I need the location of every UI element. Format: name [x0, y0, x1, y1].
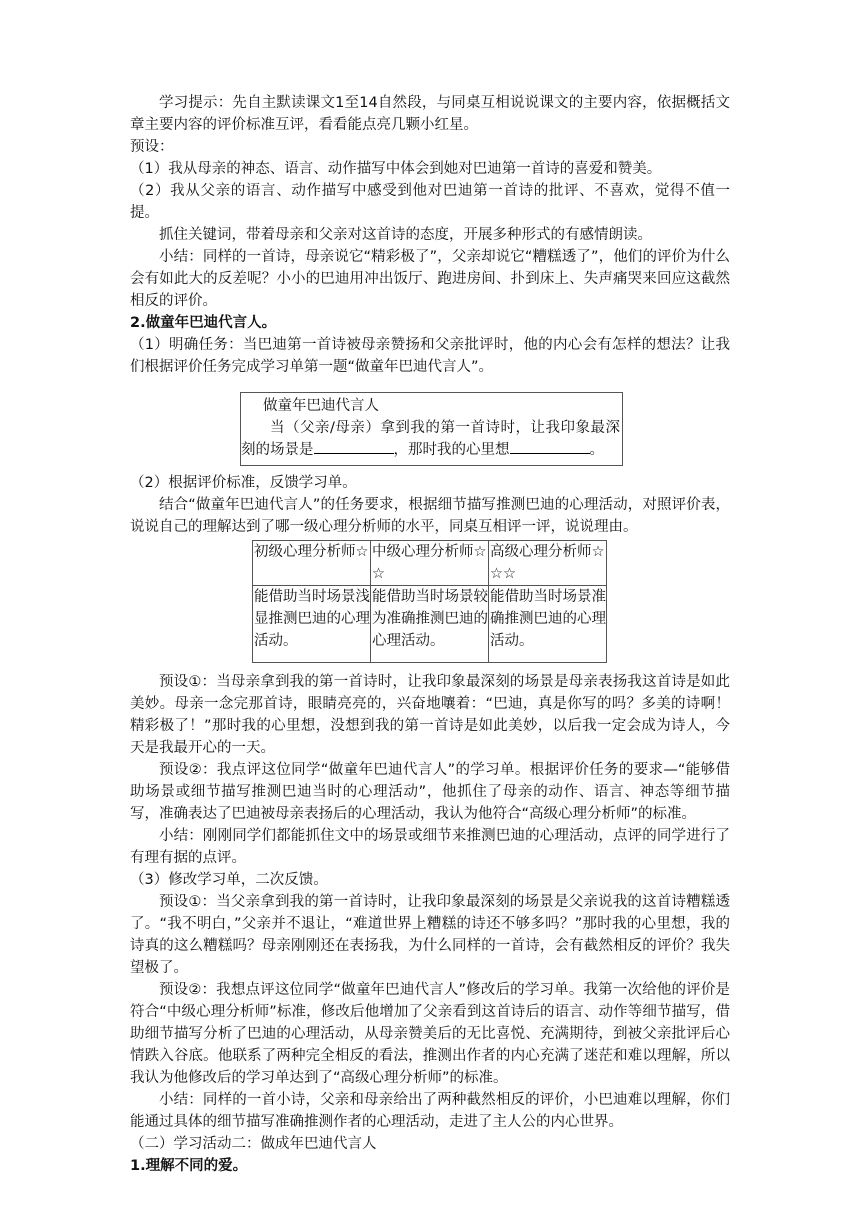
worksheet-line-3: 。	[589, 442, 604, 458]
task-step-2: （2）根据评价标准，反馈学习单。	[130, 475, 357, 491]
worksheet-line-1: 当（父亲/母亲）拿到我的第一首诗时，让我印象最深刻的场景是	[241, 420, 620, 458]
evaluation-table	[252, 540, 607, 663]
table-header-cell: 中级心理分析师☆☆	[371, 541, 489, 586]
worksheet-line-2: ，那时我的心里想	[393, 442, 510, 458]
worksheet-card	[240, 392, 623, 466]
document-page	[130, 92, 730, 1177]
preset-answer-4: 预设②：我想点评这位同学“做童年巴迪代言人”修改后的学习单。我第一次给他的评价是符合“中级心理分析师”标准，修改后他增加了父亲看到这首诗后的语言、动作等细节描写，借助细节描写分析了巴迪的心理活动，从母亲赞美后的无比喜悦、充满期待，到被父亲批评后心情跌入谷底。他联系了两种完全相反的看法，推测出作者的内心充满了迷茫和难以理解，所以我认为他修改后的学习单达到了“高级心理分析师”的标准。	[130, 982, 730, 1086]
preset-label: 预设：	[130, 139, 174, 155]
worksheet-title: 做童年巴迪代言人	[263, 398, 379, 414]
preset-answer-3: 预设①：当父亲拿到我的第一首诗时，让我印象最深刻的场景是父亲说我的这首诗糟糕透了。“我不明白，”父亲并不退让，“难道世界上糟糕的诗还不够多吗？”那时我的心里想，我的诗真的这么糟糕吗？母亲刚刚还在表扬我，为什么同样的一首诗，会有截然相反的评价？我失望极了。	[130, 894, 730, 976]
answer-blank-2[interactable]	[510, 439, 590, 454]
preset-item-2: （2）我从父亲的语言、动作描写中感受到他对巴迪第一首诗的批评、不喜欢，觉得不值一提。	[130, 183, 730, 221]
preset-answer-1: 预设①：当母亲拿到我的第一首诗时，让我印象最深刻的场景是母亲表扬我这首诗是如此美妙。母亲一念完那首诗，眼睛亮亮的，兴奋地嚷着：“巴迪，真是你写的吗？多美的诗啊！精彩极了！”那时我的心里想，没想到我的第一首诗是如此美妙，以后我一定会成为诗人，今天是我最开心的一天。	[130, 674, 730, 756]
summary-1: 小结：同样的一首诗，母亲说它“精彩极了”，父亲却说它“糟糕透了”，他们的评价为什么会有如此大的反差呢？小小的巴迪用冲出饭厅、跑进房间、扑到床上、失声痛哭来回应这截然相反的评价。	[130, 249, 730, 309]
task-step-3: （3）修改学习单，二次反馈。	[130, 872, 328, 888]
task-step-2-detail: 结合“做童年巴迪代言人”的任务要求，根据细节描写推测巴迪的心理活动，对照评价表，说说自己的理解达到了哪一级心理分析师的水平，同桌互相评一评，说说理由。	[130, 497, 730, 535]
table-header-cell: 高级心理分析师☆☆☆	[489, 541, 607, 586]
activity-2-heading: （二）学习活动二：做成年巴迪代言人	[130, 1136, 377, 1152]
worksheet-body	[241, 417, 620, 461]
task-step-1: （1）明确任务：当巴迪第一首诗被母亲赞扬和父亲批评时，他的内心会有怎样的想法？让我们根据评价任务完成学习单第一题“做童年巴迪代言人”。	[130, 337, 730, 375]
table-cell: 能借助当时场景较为准确推测巴迪的心理活动。	[371, 586, 489, 663]
table-header-cell: 初级心理分析师☆	[253, 541, 371, 586]
preset-item-1: （1）我从母亲的神态、语言、动作描写中体会到她对巴迪第一首诗的喜爱和赞美。	[130, 161, 662, 177]
preset-answer-2: 预设②：我点评这位同学“做童年巴迪代言人”的学习单。根据评价任务的要求—“能够借助场景或细节描写推测巴迪当时的心理活动”，他抓住了母亲的动作、语言、神态等细节描写，准确表达了巴迪被母亲表扬后的心理活动，我认为他符合“高级心理分析师”的标准。	[130, 762, 730, 822]
summary-3: 小结：同样的一首小诗，父亲和母亲给出了两种截然相反的评价，小巴迪难以理解，你们能通过具体的细节描写准确推测作者的心理活动，走进了主人公的内心世界。	[130, 1092, 730, 1130]
reading-instruction: 抓住关键词，带着母亲和父亲对这首诗的态度，开展多种形式的有感情朗读。	[159, 227, 652, 243]
table-header-row	[253, 541, 607, 586]
learning-tip: 学习提示：先自主默读课文1至14自然段，与同桌互相说说课文的主要内容，依据概括文章主要内容的评价标准互评，看看能点亮几颗小红星。	[130, 95, 730, 133]
summary-2: 小结：刚刚同学们都能抓住文中的场景或细节来推测巴迪的心理活动，点评的同学进行了有理有据的点评。	[130, 828, 730, 866]
answer-blank-1[interactable]	[314, 439, 394, 454]
table-row	[253, 586, 607, 663]
table-cell: 能借助当时场景浅显推测巴迪的心理活动。	[253, 586, 371, 663]
activity-2-step-1: 1.理解不同的爱。	[130, 1158, 248, 1174]
section-heading-2: 2.做童年巴迪代言人。	[130, 315, 277, 331]
table-cell: 能借助当时场景准确推测巴迪的心理活动。	[489, 586, 607, 663]
